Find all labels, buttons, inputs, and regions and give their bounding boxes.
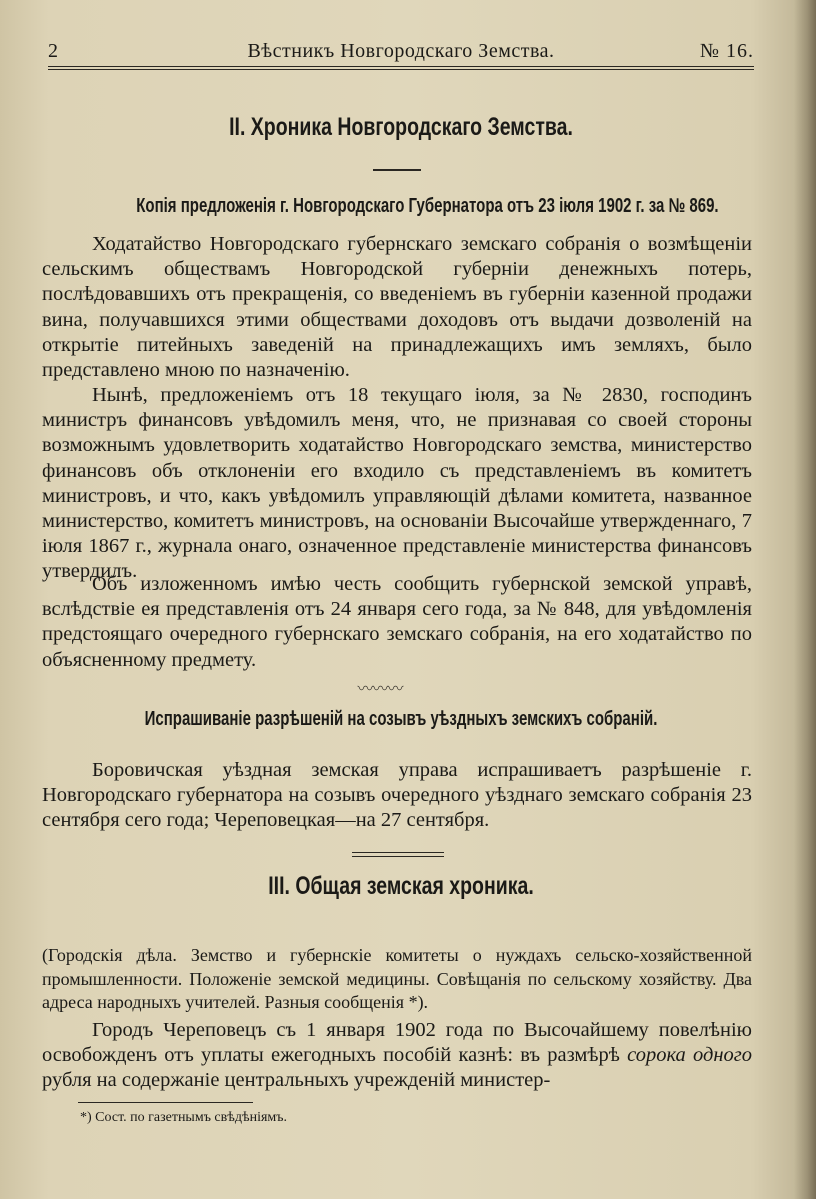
- page-edge-shadow: [794, 0, 816, 1199]
- footnote-rule: [78, 1102, 253, 1103]
- section-2-title: II. Хроника Новгородскаго Земства.: [229, 113, 573, 141]
- paragraph-3: [42, 572, 752, 673]
- subsection-2-title: Испрашиваніе разрѣшеній на созывъ уѣздныхъ земскихъ собраній.: [144, 708, 658, 730]
- paragraph-4-text: Боровичская уѣздная земская управа испрашиваетъ разрѣшеніе г. Новгородскаго губернатора на созывъ очередного уѣзднаго земскаго собранія 23 сентября сего года; Череповецкая—на 27 сентября.: [42, 759, 752, 832]
- paragraph-4: [42, 758, 752, 834]
- page-number: 2: [48, 40, 58, 62]
- paragraph-2-text: Нынѣ, предложеніемъ отъ 18 текущаго іюля, за № 2830, господинъ министръ финансовъ увѣдомилъ меня, что, не признавая со своей стороны возможнымъ удовлетворить ходатайство Новгородскаго земства, министерство финансовъ объ отклоненіи его входило съ представленіемъ въ комитетъ министровъ, и что, какъ увѣдомилъ управляющій дѣлами комитета, названное министерство, комитетъ министровъ, на основаніи Высочайше утвержденнаго, 7 іюля 1867 г., журнала онаго, означенное представленіе министерства финансовъ утвердилъ.: [42, 384, 752, 583]
- journal-title: Вѣстникъ Новгородскаго Земства.: [247, 40, 555, 62]
- title-rule: [373, 169, 421, 171]
- paragraph-2: [42, 383, 752, 585]
- paragraph-5-italic: сорока одного: [627, 1044, 752, 1067]
- paragraph-5-end: рубля на содержаніе центральныхъ учрежденій министер-: [42, 1069, 551, 1092]
- section-3-contents: [42, 944, 752, 1015]
- header-rule: [48, 66, 754, 67]
- paragraph-1: [42, 232, 752, 383]
- footnote: *) Сост. по газетнымъ свѣдѣніямъ.: [80, 1110, 288, 1125]
- paragraph-5: [42, 1018, 752, 1094]
- subsection-1-title: Копія предложенія г. Новгородскаго Губернатора отъ 23 іюля 1902 г. за № 869.: [136, 195, 719, 217]
- section-3-title: III. Общая земская хроника.: [268, 872, 534, 900]
- section-3-contents-text: (Городскія дѣла. Земство и губернскіе комитеты о нуждахъ сельско-хозяйственной промышленности. Положеніе земской медицины. Совѣщанія по сельскому хозяйству. Два адреса народныхъ учителей. Разныя сообщенія *).: [42, 945, 752, 1012]
- section-ornament: 〰〰〰: [357, 681, 403, 698]
- paragraph-5-start: Городъ Череповецъ съ 1 января 1902 года по Высочайшему повелѣнію освобожденъ отъ уплаты ежегодныхъ пособій казнѣ: въ размѣрѣ: [42, 1019, 752, 1067]
- header-rule-thin: [48, 69, 754, 70]
- section-divider-2: [352, 856, 444, 857]
- section-divider: [352, 852, 444, 853]
- issue-number: № 16.: [699, 40, 754, 62]
- paragraph-1-text: Ходатайство Новгородскаго губернскаго земскаго собранія о возмѣщеніи сельскимъ обществамъ Новгородской губерніи денежныхъ потерь, послѣдовавшихъ отъ прекращенія, со введеніемъ въ губерніи казенной продажи вина, получавшихся этими обществами доходовъ отъ выдачи дозволеній на открытіе питейныхъ заведеній на принадлежащихъ имъ земляхъ, было представлено мною по назначенію.: [42, 233, 752, 382]
- paragraph-3-text: Объ изложенномъ имѣю честь сообщить губернской земской управѣ, вслѣдствіе ея представленія отъ 24 января сего года, за № 848, для увѣдомленія предстоящаго очередного губернскаго земскаго собранія, на его ходатайство по объясненному предмету.: [42, 573, 752, 671]
